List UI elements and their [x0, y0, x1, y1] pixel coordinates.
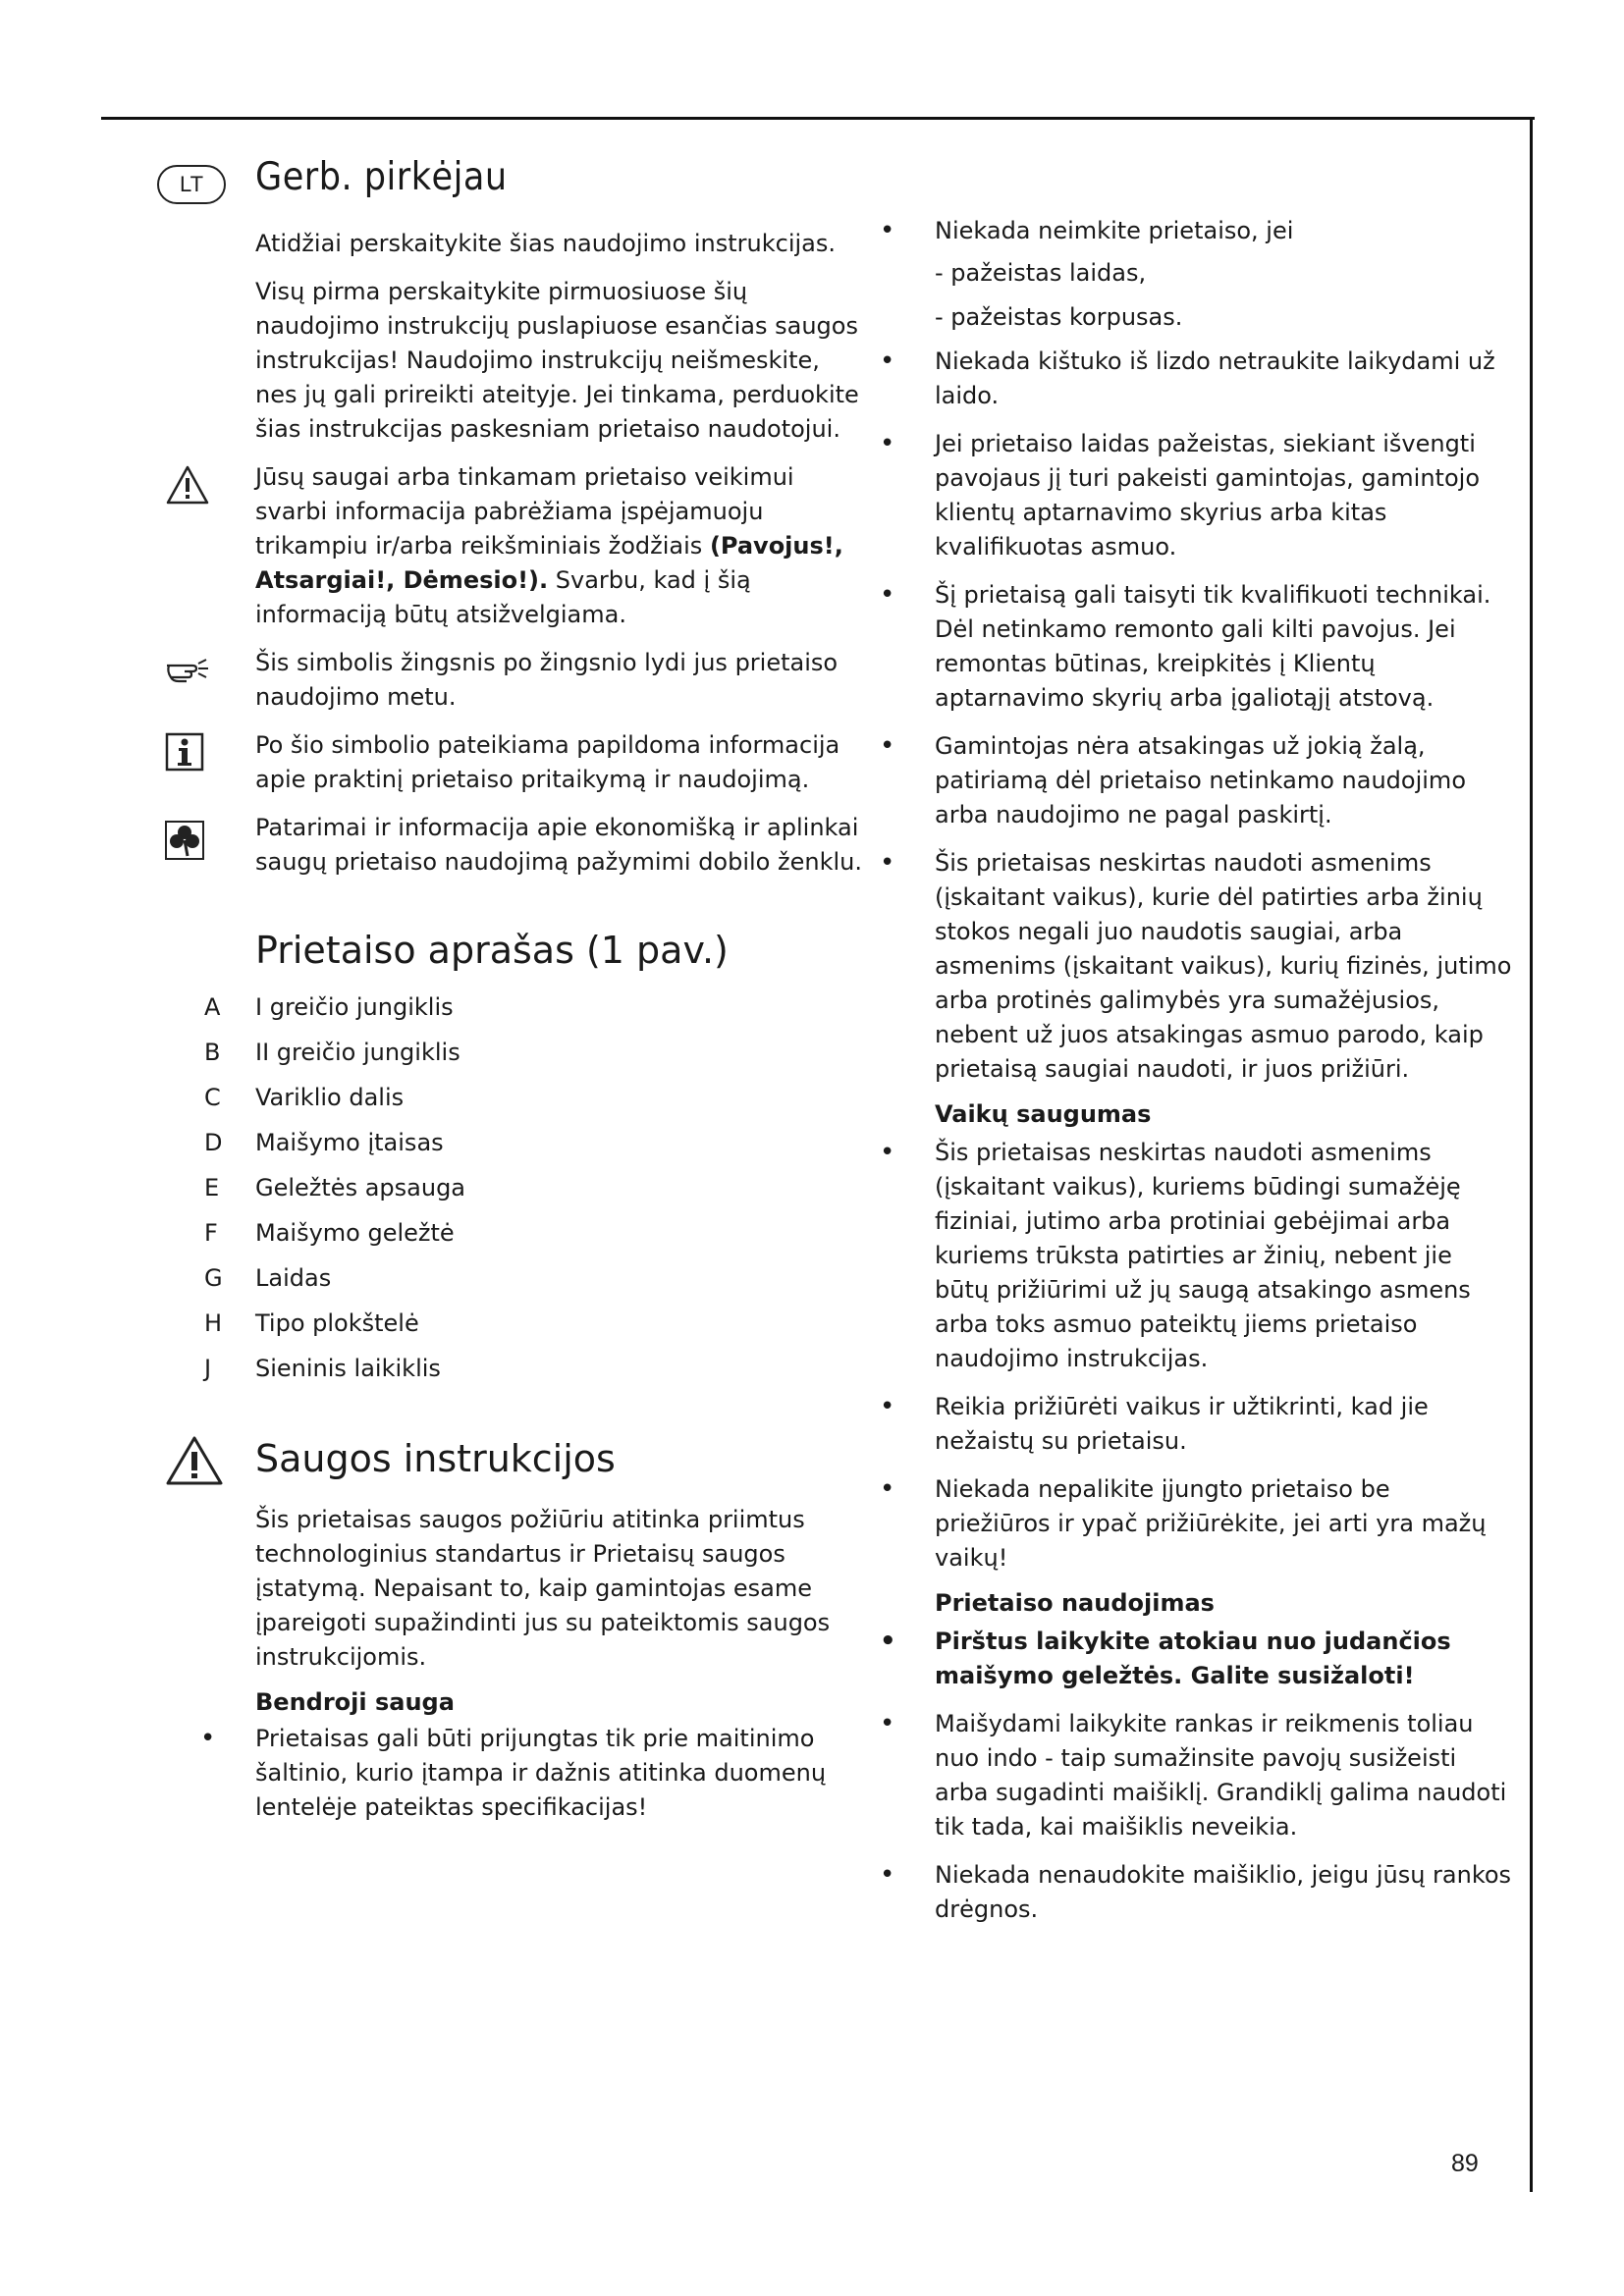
legend-item: B II greičio jungiklis	[204, 1038, 460, 1066]
legend-item: C Variklio dalis	[204, 1083, 405, 1111]
warning-tail: Svarbu, kad į šią informaciją būtų atsižvelgiama.	[255, 565, 751, 628]
legend-item: D Maišymo įtaisas	[204, 1128, 444, 1156]
warning-text: Jūsų saugai arba tinkamam prietaiso veikimui svarbi informacija pabrėžiama įspėjamuoju trikampiu ir/arba reikšminiais žodžiais	[255, 462, 794, 560]
parts-legend	[204, 993, 864, 1400]
intro-paragraph-2: Visų pirma perskaitykite pirmuosiuose šių naudojimo instrukcijų puslapiuose esančias saugos instrukcijas! Naudojimo instrukcijų neišmeskite, nes jų gali prireikti ateityje. Jei tinkama, perduokite šias instrukcijas paskesniam prietaiso naudotojui.	[255, 277, 859, 443]
intro-section	[157, 157, 864, 199]
bullet-item: • Niekada kištuko iš lizdo netraukite laikydami už laido.	[864, 345, 1512, 413]
top-rule	[101, 117, 1535, 120]
legend-item: H Tipo plokštelė	[204, 1308, 419, 1337]
bullet-item: • Jei prietaiso laidas pažeistas, siekiant išvengti pavojaus jį turi pakeisti gamintojas, gamintojo klientų aptarnavimo skyrius arba kitas kvalifikuotas asmuo.	[864, 427, 1512, 564]
page-number: 89	[1451, 2150, 1479, 2177]
bullet-item: • Reikia prižiūrėti vaikus ir užtikrinti, kad jie nežaistų su prietaisu.	[864, 1390, 1512, 1459]
legend-item: G Laidas	[204, 1263, 332, 1292]
info-icon	[165, 732, 204, 775]
pointing-hand-icon	[165, 658, 210, 687]
eco-note	[157, 811, 864, 880]
left-column	[157, 157, 864, 1839]
description-title: Prietaiso aprašas (1 pav.)	[255, 928, 729, 972]
warning-note	[157, 460, 864, 632]
eco-text: Patarimai ir informacija apie ekonomišką ir aplinkai saugų prietaiso naudojimą pažymimi dobilo ženklu.	[255, 813, 862, 876]
info-text: Po šio simbolio pateikiama papildoma informacija apie praktinį prietaiso pritaikymą ir naudojimą.	[255, 730, 840, 793]
page-title: Gerb. pirkėjau	[255, 155, 508, 199]
info-note	[157, 728, 864, 797]
clover-icon	[165, 821, 204, 864]
bullet-item: • Šį prietaisą gali taisyti tik kvalifikuoti technikai. Dėl netinkamo remonto gali kilti pavojus. Jei remontas būtinas, kreipkitės į Klientų aptarnavimo skyrių arba įgaliotąjį atstovą.	[864, 578, 1512, 716]
intro-paragraph-1: Atidžiai perskaitykite šias naudojimo instrukcijas.	[255, 229, 837, 257]
warning-keywords: (Pavojus!, Atsargiai!, Dėmesio!).	[255, 531, 843, 594]
children-safety-heading: Vaikų saugumas	[935, 1100, 1152, 1128]
warning-triangle-icon	[165, 1435, 224, 1490]
legend-item: F Maišymo geležtė	[204, 1218, 455, 1247]
bullet-item: • Gamintojas nėra atsakingas už jokią žalą, patiriamą dėl prietaiso netinkamo naudojimo arba naudojimo ne pagal paskirtį.	[864, 729, 1512, 832]
general-safety-bullet: • Prietaisas gali būti prijungtas tik prie maitinimo šaltinio, kurio įtampa ir dažnis atitinka duomenų lentelėje pateiktas specifikacijas!	[185, 1722, 864, 1825]
safety-heading	[157, 1436, 864, 1480]
dash-item: - pažeistas laidas,	[935, 259, 1147, 287]
language-badge: LT	[157, 165, 226, 204]
legend-item: E Geležtės apsauga	[204, 1173, 466, 1201]
bullet-item: • Maišydami laikykite rankas ir reikmenis toliau nuo indo - taip sumažinsite pavojų susižeisti arba sugadinti maišiklį. Grandiklį galima naudoti tik tada, kai maišiklis neveikia.	[864, 1707, 1512, 1844]
legend-item: A I greičio jungiklis	[204, 992, 454, 1021]
safety-title: Saugos instrukcijos	[255, 1436, 616, 1480]
safety-intro: Šis prietaisas saugos požiūriu atitinka priimtus technologinius standartus ir Prietaisų saugos įstatymą. Nepaisant to, kaip gamintojas esame įpareigoti supažindinti jus su pateiktomis saugos instrukcijomis.	[255, 1506, 831, 1672]
bullet-item: • Šis prietaisas neskirtas naudoti asmenims (įskaitant vaikus), kurie dėl patirties arba žinių stokos negali juo naudotis saugiai, arba asmenims (įskaitant vaikus), kurių fizinės, jutimo arba protinės galimybės yra sumažėjusios, nebent už juos atsakingas asmuo parodo, kaip prietaisą saugiai naudoti, ir juos prižiūri.	[864, 846, 1512, 1087]
general-safety-heading: Bendroji sauga	[255, 1688, 455, 1717]
right-rule	[1530, 117, 1533, 2192]
bullet-item: • Niekada nenaudokite maišiklio, jeigu jūsų rankos drėgnos.	[864, 1858, 1512, 1927]
hand-note	[157, 646, 864, 715]
hand-text: Šis simbolis žingsnis po žingsnio lydi jus prietaiso naudojimo metu.	[255, 648, 839, 711]
bullet-item: • Šis prietaisas neskirtas naudoti asmenims (įskaitant vaikus), kuriems būdingi sumažėję fiziniai, jutimo arba protiniai gebėjimai arba kuriems trūksta patirties ar žinių, nebent jie būtų prižiūrimi už jų saugą atsakingo asmens arba toks asmuo pateiktų jiems prietaiso naudojimo instrukcijas.	[864, 1136, 1512, 1376]
bullet-item: • Pirštus laikykite atokiau nuo judančios maišymo geležtės. Galite susižaloti!	[864, 1625, 1512, 1693]
dash-item: - pažeistas korpusas.	[935, 303, 1183, 331]
bullet-item: • Niekada neimkite prietaiso, jei	[864, 214, 1512, 248]
legend-item: J Sieninis laikiklis	[204, 1354, 441, 1382]
usage-heading: Prietaiso naudojimas	[935, 1589, 1215, 1617]
bullet-item: • Niekada nepalikite įjungto prietaiso be priežiūros ir ypač prižiūrėkite, jei arti yra mažų vaikų!	[864, 1472, 1512, 1575]
warning-triangle-icon	[165, 464, 210, 509]
right-column	[864, 214, 1512, 1941]
